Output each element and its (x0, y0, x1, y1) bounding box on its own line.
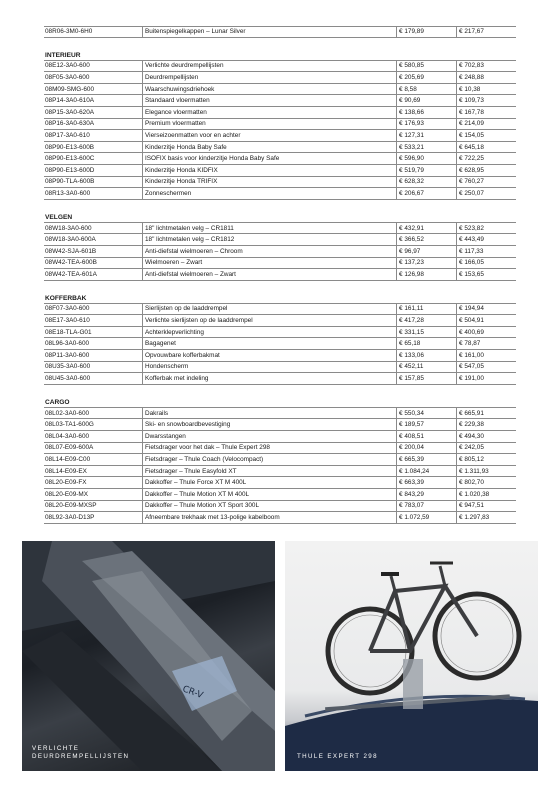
table-row (44, 327, 516, 339)
part-number: 08E12-3A0-600 (45, 62, 90, 70)
description: Waarschuwingsdriehoek (142, 84, 396, 95)
description: Wielmoeren – Zwart (142, 258, 396, 269)
description: Kinderzitje Honda Baby Safe (142, 142, 396, 153)
price-excl-vat: € 200,04 (396, 443, 456, 454)
table-row (44, 26, 516, 38)
price-excl-vat: € 1.084,24 (396, 466, 456, 477)
table-row (44, 373, 516, 385)
caption-right: THULE EXPERT 298 (297, 753, 378, 760)
door-sill-illustration (22, 541, 275, 771)
description: Vierseizoenmatten voor en achter (142, 130, 396, 141)
description: Fietsdrager – Thule Coach (Velocompact) (142, 454, 396, 465)
description: Verlichte deurdrempellijsten (142, 61, 396, 72)
table-row (44, 419, 516, 431)
description: Dwarsstangen (142, 431, 396, 442)
table-row (44, 188, 516, 200)
accessory-price-table (44, 26, 516, 524)
price-excl-vat: € 126,98 (396, 269, 456, 280)
table-row (44, 95, 516, 107)
price-incl-vat: € 1.020,38 (456, 489, 516, 500)
part-number: 08P15-3A0-620A (45, 108, 95, 116)
price-incl-vat: € 194,94 (456, 304, 516, 315)
description: Ski- en snowboardbevestiging (142, 419, 396, 430)
description: Standaard vloermatten (142, 95, 396, 106)
description: Kinderzitje Honda KIDFIX (142, 165, 396, 176)
table-row (44, 489, 516, 501)
caption-left-line2: DEURDREMPELLIJSTEN (32, 753, 130, 760)
price-incl-vat: € 248,88 (456, 72, 516, 83)
part-number: 08P90-E13-600C (45, 155, 95, 163)
part-number: 08W42-SJA-601B (45, 247, 97, 255)
part-number: 08P17-3A0-610 (45, 131, 90, 139)
table-row (44, 234, 516, 246)
price-incl-vat: € 760,27 (456, 177, 516, 188)
price-excl-vat: € 176,93 (396, 119, 456, 130)
price-excl-vat: € 665,39 (396, 454, 456, 465)
table-row (44, 431, 516, 443)
description: 18" lichtmetalen velg – CR1811 (142, 223, 396, 234)
price-incl-vat: € 645,18 (456, 142, 516, 153)
description: Anti-diefstal wielmoeren – Zwart (142, 269, 396, 280)
table-row (44, 177, 516, 189)
section-title: INTERIEUR (44, 50, 516, 61)
price-excl-vat: € 596,90 (396, 153, 456, 164)
description: Afneembare trekhaak met 13-polige kabelboom (142, 512, 396, 523)
part-number: 08L14-E09-EX (45, 467, 87, 475)
price-incl-vat: € 229,38 (456, 419, 516, 430)
price-excl-vat: € 432,91 (396, 223, 456, 234)
description: 18" lichtmetalen velg – CR1812 (142, 234, 396, 245)
part-number: 08W42-TEA-601A (45, 270, 97, 278)
table-row (44, 84, 516, 96)
price-incl-vat: € 1.311,93 (456, 466, 516, 477)
price-excl-vat: € 133,06 (396, 350, 456, 361)
table-row (44, 107, 516, 119)
description: Bagagenet (142, 338, 396, 349)
part-number: 08F07-3A0-600 (45, 305, 90, 313)
description: Dakkoffer – Thule Motion XT Sport 300L (142, 501, 396, 512)
part-number: 08L14-E09-C00 (45, 456, 91, 464)
table-row (44, 153, 516, 165)
part-number: 08P16-3A0-630A (45, 120, 95, 128)
description: Dakrails (142, 408, 396, 419)
description: Opvouwbare kofferbakmat (142, 350, 396, 361)
price-incl-vat: € 166,05 (456, 258, 516, 269)
price-excl-vat: € 65,18 (396, 338, 456, 349)
description: Achterklepverlichting (142, 327, 396, 338)
table-row (44, 443, 516, 455)
price-excl-vat: € 127,31 (396, 130, 456, 141)
table-row (44, 304, 516, 316)
table-row (44, 223, 516, 235)
price-excl-vat: € 8,58 (396, 84, 456, 95)
part-number: 08W42-TEA-600B (45, 259, 97, 267)
table-row (44, 362, 516, 374)
price-incl-vat: € 1.297,83 (456, 512, 516, 523)
price-excl-vat: € 366,52 (396, 234, 456, 245)
description: Dakkoffer – Thule Motion XT M 400L (142, 489, 396, 500)
price-excl-vat: € 783,07 (396, 501, 456, 512)
price-excl-vat: € 161,11 (396, 304, 456, 315)
price-incl-vat: € 802,70 (456, 477, 516, 488)
price-incl-vat: € 805,12 (456, 454, 516, 465)
price-excl-vat: € 452,11 (396, 362, 456, 373)
price-excl-vat: € 519,79 (396, 165, 456, 176)
part-number: 08P90-TLA-600B (45, 178, 95, 186)
description: Anti-diefstal wielmoeren – Chroom (142, 246, 396, 257)
price-incl-vat: € 109,73 (456, 95, 516, 106)
price-incl-vat: € 191,00 (456, 373, 516, 384)
description: Deurdrempellijsten (142, 72, 396, 83)
price-excl-vat: € 580,85 (396, 61, 456, 72)
section-title: CARGO (44, 397, 516, 408)
table-row (44, 512, 516, 524)
part-number: 08U45-3A0-600 (45, 375, 91, 383)
bike-carrier-illustration (285, 541, 538, 771)
table-row (44, 501, 516, 513)
part-number: 08L92-3A0-D13P (45, 513, 95, 521)
price-incl-vat: € 214,09 (456, 119, 516, 130)
price-excl-vat: € 408,51 (396, 431, 456, 442)
table-row (44, 258, 516, 270)
part-number: 08F05-3A0-600 (45, 73, 90, 81)
price-incl-vat: € 217,67 (456, 27, 516, 37)
price-incl-vat: € 665,91 (456, 408, 516, 419)
description: ISOFIX basis voor kinderzitje Honda Baby Safe (142, 153, 396, 164)
price-incl-vat: € 167,78 (456, 107, 516, 118)
part-number: 08M09-SMG-600 (45, 85, 95, 93)
photo-bike-carrier (285, 541, 538, 771)
part-number: 08W18-3A0-600 (45, 224, 92, 232)
price-incl-vat: € 161,00 (456, 350, 516, 361)
table-row (44, 338, 516, 350)
price-incl-vat: € 504,91 (456, 315, 516, 326)
price-excl-vat: € 331,15 (396, 327, 456, 338)
section-title: KOFFERBAK (44, 293, 516, 304)
cr-v-badge-text: CR-V (180, 684, 205, 702)
price-incl-vat: € 117,33 (456, 246, 516, 257)
part-number: 08L02-3A0-600 (45, 409, 90, 417)
table-row (44, 130, 516, 142)
price-excl-vat: € 206,67 (396, 188, 456, 199)
part-number: 08L04-3A0-600 (45, 432, 90, 440)
part-number: 08E17-3A0-610 (45, 317, 90, 325)
price-incl-vat: € 494,30 (456, 431, 516, 442)
description: Fietsdrager – Thule Easyfold XT (142, 466, 396, 477)
price-excl-vat: € 157,85 (396, 373, 456, 384)
price-incl-vat: € 628,95 (456, 165, 516, 176)
caption-left-line1: VERLICHTE (32, 745, 80, 752)
part-number: 08E18-TLA-G01 (45, 328, 92, 336)
description: Elegance vloermatten (142, 107, 396, 118)
price-excl-vat: € 550,34 (396, 408, 456, 419)
part-number: 08P90-E13-600D (45, 166, 95, 174)
description: Dakkoffer – Thule Force XT M 400L (142, 477, 396, 488)
description: Fietsdrager voor het dak – Thule Expert 298 (142, 443, 396, 454)
price-excl-vat: € 1.072,59 (396, 512, 456, 523)
part-number: 08P90-E13-600B (45, 143, 95, 151)
price-incl-vat: € 722,25 (456, 153, 516, 164)
caption-left (32, 745, 129, 761)
price-incl-vat: € 78,87 (456, 338, 516, 349)
price-excl-vat: € 96,97 (396, 246, 456, 257)
description: Premium vloermatten (142, 119, 396, 130)
table-row (44, 466, 516, 478)
table-row (44, 61, 516, 73)
table-row (44, 269, 516, 281)
part-number: 08R06-3M0-6H0 (45, 28, 93, 36)
price-incl-vat: € 443,49 (456, 234, 516, 245)
price-incl-vat: € 242,05 (456, 443, 516, 454)
table-row (44, 315, 516, 327)
price-excl-vat: € 843,29 (396, 489, 456, 500)
price-incl-vat: € 10,38 (456, 84, 516, 95)
table-row (44, 142, 516, 154)
price-incl-vat: € 702,83 (456, 61, 516, 72)
table-row (44, 246, 516, 258)
price-incl-vat: € 250,07 (456, 188, 516, 199)
description: Buitenspiegelkappen – Lunar Silver (142, 27, 396, 37)
price-excl-vat: € 138,66 (396, 107, 456, 118)
price-excl-vat: € 137,23 (396, 258, 456, 269)
price-incl-vat: € 400,69 (456, 327, 516, 338)
price-excl-vat: € 205,69 (396, 72, 456, 83)
part-number: 08L07-E09-600A (45, 444, 94, 452)
price-excl-vat: € 90,69 (396, 95, 456, 106)
price-excl-vat: € 663,39 (396, 477, 456, 488)
description: Verlichte sierlijsten op de laaddrempel (142, 315, 396, 326)
price-excl-vat: € 533,21 (396, 142, 456, 153)
price-incl-vat: € 154,05 (456, 130, 516, 141)
price-excl-vat: € 179,89 (396, 27, 456, 37)
price-incl-vat: € 153,65 (456, 269, 516, 280)
section-title: VELGEN (44, 212, 516, 223)
part-number: 08L20-E09-MX (45, 490, 88, 498)
price-excl-vat: € 628,32 (396, 177, 456, 188)
part-number: 08L96-3A0-600 (45, 340, 90, 348)
price-excl-vat: € 189,57 (396, 419, 456, 430)
description: Hondenscherm (142, 362, 396, 373)
part-number: 08P14-3A0-610A (45, 97, 95, 105)
table-row (44, 165, 516, 177)
price-incl-vat: € 547,05 (456, 362, 516, 373)
price-incl-vat: € 947,51 (456, 501, 516, 512)
part-number: 08L20-E09-MXSP (45, 502, 97, 510)
table-row (44, 454, 516, 466)
part-number: 08P11-3A0-600 (45, 351, 90, 359)
table-row (44, 350, 516, 362)
part-number: 08R13-3A0-600 (45, 189, 91, 197)
table-row (44, 408, 516, 420)
description: Sierlijsten op de laaddrempel (142, 304, 396, 315)
description: Zonneschermen (142, 188, 396, 199)
description: Kinderzitje Honda TRIFIX (142, 177, 396, 188)
price-excl-vat: € 417,28 (396, 315, 456, 326)
part-number: 08L20-E09-FX (45, 479, 87, 487)
table-row (44, 119, 516, 131)
table-row (44, 477, 516, 489)
part-number: 08U35-3A0-600 (45, 363, 91, 371)
table-row (44, 72, 516, 84)
part-number: 08L03-TA1-600G (45, 421, 94, 429)
photo-door-sill (22, 541, 275, 771)
part-number: 08W18-3A0-600A (45, 236, 96, 244)
description: Kofferbak met indeling (142, 373, 396, 384)
price-incl-vat: € 523,82 (456, 223, 516, 234)
